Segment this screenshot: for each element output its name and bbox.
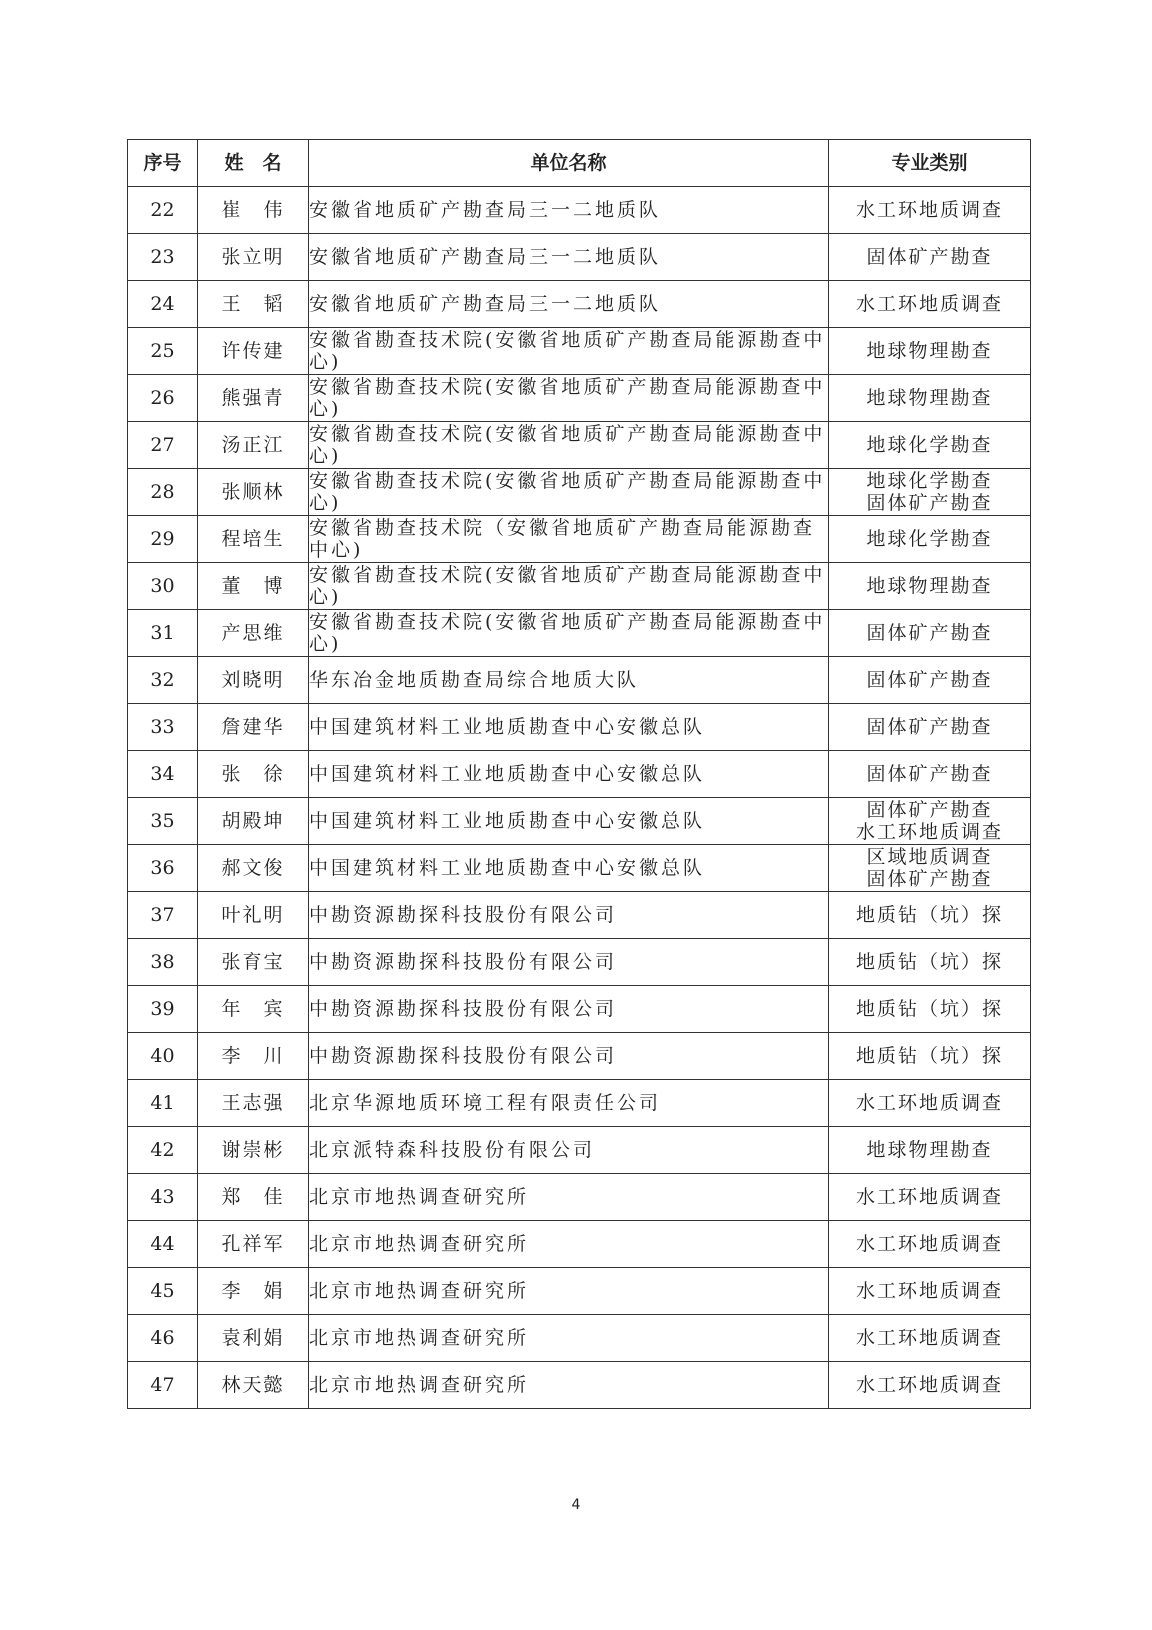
specialty: 水工环地质调查 [829,1221,1031,1268]
row-number: 28 [128,469,198,516]
header-no: 序号 [128,140,198,187]
row-number: 46 [128,1315,198,1362]
header-name: 姓 名 [198,140,309,187]
person-name: 孔祥军 [198,1221,309,1268]
specialty: 水工环地质调查 [829,187,1031,234]
row-number: 22 [128,187,198,234]
unit-name: 安徽省勘查技术院(安徽省地质矿产勘查局能源勘查中心) [309,422,829,469]
unit-name: 中国建筑材料工业地质勘查中心安徽总队 [309,704,829,751]
unit-name: 中勘资源勘探科技股份有限公司 [309,1033,829,1080]
table-row [128,610,1031,657]
specialty: 水工环地质调查 [829,1268,1031,1315]
specialty: 固体矿产勘查 水工环地质调查 [829,798,1031,845]
unit-name: 北京市地热调查研究所 [309,1174,829,1221]
person-name: 张育宝 [198,939,309,986]
unit-name: 中国建筑材料工业地质勘查中心安徽总队 [309,798,829,845]
row-number: 36 [128,845,198,892]
specialty: 地质钻（坑）探 [829,892,1031,939]
specialty: 地球物理勘查 [829,1127,1031,1174]
specialty: 区域地质调查 固体矿产勘查 [829,845,1031,892]
table-row [128,563,1031,610]
person-name: 林天懿 [198,1362,309,1409]
table-row [128,422,1031,469]
specialty: 固体矿产勘查 [829,751,1031,798]
table-row [128,1033,1031,1080]
specialty: 水工环地质调查 [829,281,1031,328]
person-name: 郑 佳 [198,1174,309,1221]
person-name: 李 娟 [198,1268,309,1315]
table-row [128,1268,1031,1315]
table-header-row [128,140,1031,187]
row-number: 32 [128,657,198,704]
unit-name: 中勘资源勘探科技股份有限公司 [309,892,829,939]
person-name: 产思维 [198,610,309,657]
table-row [128,892,1031,939]
specialty: 地质钻（坑）探 [829,986,1031,1033]
row-number: 43 [128,1174,198,1221]
table-row [128,939,1031,986]
specialty: 固体矿产勘查 [829,610,1031,657]
table-row [128,375,1031,422]
row-number: 35 [128,798,198,845]
unit-name: 北京华源地质环境工程有限责任公司 [309,1080,829,1127]
row-number: 33 [128,704,198,751]
table-row [128,328,1031,375]
row-number: 45 [128,1268,198,1315]
table-row [128,281,1031,328]
person-name: 袁利娟 [198,1315,309,1362]
table-body [128,187,1031,1409]
table-row [128,1127,1031,1174]
person-name: 董 博 [198,563,309,610]
row-number: 44 [128,1221,198,1268]
person-name: 刘晓明 [198,657,309,704]
row-number: 27 [128,422,198,469]
row-number: 34 [128,751,198,798]
table-row [128,1221,1031,1268]
specialty: 水工环地质调查 [829,1362,1031,1409]
row-number: 38 [128,939,198,986]
table-row [128,1315,1031,1362]
row-number: 31 [128,610,198,657]
unit-name: 北京市地热调查研究所 [309,1268,829,1315]
unit-name: 安徽省勘查技术院(安徽省地质矿产勘查局能源勘查中心) [309,469,829,516]
specialty: 地球物理勘查 [829,328,1031,375]
row-number: 40 [128,1033,198,1080]
table-row [128,845,1031,892]
row-number: 29 [128,516,198,563]
specialty: 固体矿产勘查 [829,704,1031,751]
unit-name: 安徽省地质矿产勘查局三一二地质队 [309,187,829,234]
unit-name: 安徽省勘查技术院(安徽省地质矿产勘查局能源勘查中心) [309,328,829,375]
unit-name: 中国建筑材料工业地质勘查中心安徽总队 [309,751,829,798]
person-name: 张立明 [198,234,309,281]
person-name: 詹建华 [198,704,309,751]
person-name: 张顺林 [198,469,309,516]
unit-name: 中国建筑材料工业地质勘查中心安徽总队 [309,845,829,892]
unit-name: 北京市地热调查研究所 [309,1315,829,1362]
person-name: 王志强 [198,1080,309,1127]
specialty: 固体矿产勘查 [829,657,1031,704]
person-name: 李 川 [198,1033,309,1080]
table-row [128,751,1031,798]
table-row [128,1174,1031,1221]
specialty: 水工环地质调查 [829,1315,1031,1362]
unit-name: 安徽省勘查技术院(安徽省地质矿产勘查局能源勘查中心) [309,375,829,422]
specialty: 地质钻（坑）探 [829,1033,1031,1080]
specialty: 地球物理勘查 [829,375,1031,422]
unit-name: 北京派特森科技股份有限公司 [309,1127,829,1174]
unit-name: 中勘资源勘探科技股份有限公司 [309,986,829,1033]
unit-name: 华东冶金地质勘查局综合地质大队 [309,657,829,704]
table-row [128,187,1031,234]
specialty: 地球物理勘查 [829,563,1031,610]
row-number: 30 [128,563,198,610]
row-number: 41 [128,1080,198,1127]
table-row [128,986,1031,1033]
specialty: 水工环地质调查 [829,1174,1031,1221]
table-row [128,704,1031,751]
specialty: 水工环地质调查 [829,1080,1031,1127]
specialty: 地球化学勘查 [829,516,1031,563]
row-number: 26 [128,375,198,422]
unit-name: 安徽省勘查技术院(安徽省地质矿产勘查局能源勘查中心) [309,563,829,610]
person-name: 叶礼明 [198,892,309,939]
person-name: 熊强青 [198,375,309,422]
person-name: 年 宾 [198,986,309,1033]
table-row [128,1362,1031,1409]
unit-name: 安徽省地质矿产勘查局三一二地质队 [309,234,829,281]
unit-name: 中勘资源勘探科技股份有限公司 [309,939,829,986]
person-name: 胡殿坤 [198,798,309,845]
unit-name: 北京市地热调查研究所 [309,1362,829,1409]
table-row [128,657,1031,704]
unit-name: 安徽省勘查技术院（安徽省地质矿产勘查局能源勘查中心) [309,516,829,563]
unit-name: 安徽省勘查技术院(安徽省地质矿产勘查局能源勘查中心) [309,610,829,657]
row-number: 42 [128,1127,198,1174]
specialty: 地球化学勘查 [829,422,1031,469]
person-name: 王 韬 [198,281,309,328]
row-number: 37 [128,892,198,939]
person-name: 程培生 [198,516,309,563]
table-row [128,469,1031,516]
header-unit: 单位名称 [309,140,829,187]
person-name: 郝文俊 [198,845,309,892]
row-number: 25 [128,328,198,375]
unit-name: 北京市地热调查研究所 [309,1221,829,1268]
table-row [128,516,1031,563]
personnel-table [127,139,1031,1409]
specialty: 地球化学勘查 固体矿产勘查 [829,469,1031,516]
row-number: 39 [128,986,198,1033]
page-number: 4 [571,1497,581,1513]
table-row [128,234,1031,281]
row-number: 47 [128,1362,198,1409]
person-name: 崔 伟 [198,187,309,234]
person-name: 谢崇彬 [198,1127,309,1174]
person-name: 张 徐 [198,751,309,798]
specialty: 固体矿产勘查 [829,234,1031,281]
unit-name: 安徽省地质矿产勘查局三一二地质队 [309,281,829,328]
header-specialty: 专业类别 [829,140,1031,187]
specialty: 地质钻（坑）探 [829,939,1031,986]
table-row [128,1080,1031,1127]
row-number: 23 [128,234,198,281]
person-name: 许传建 [198,328,309,375]
table-row [128,798,1031,845]
row-number: 24 [128,281,198,328]
person-name: 汤正江 [198,422,309,469]
